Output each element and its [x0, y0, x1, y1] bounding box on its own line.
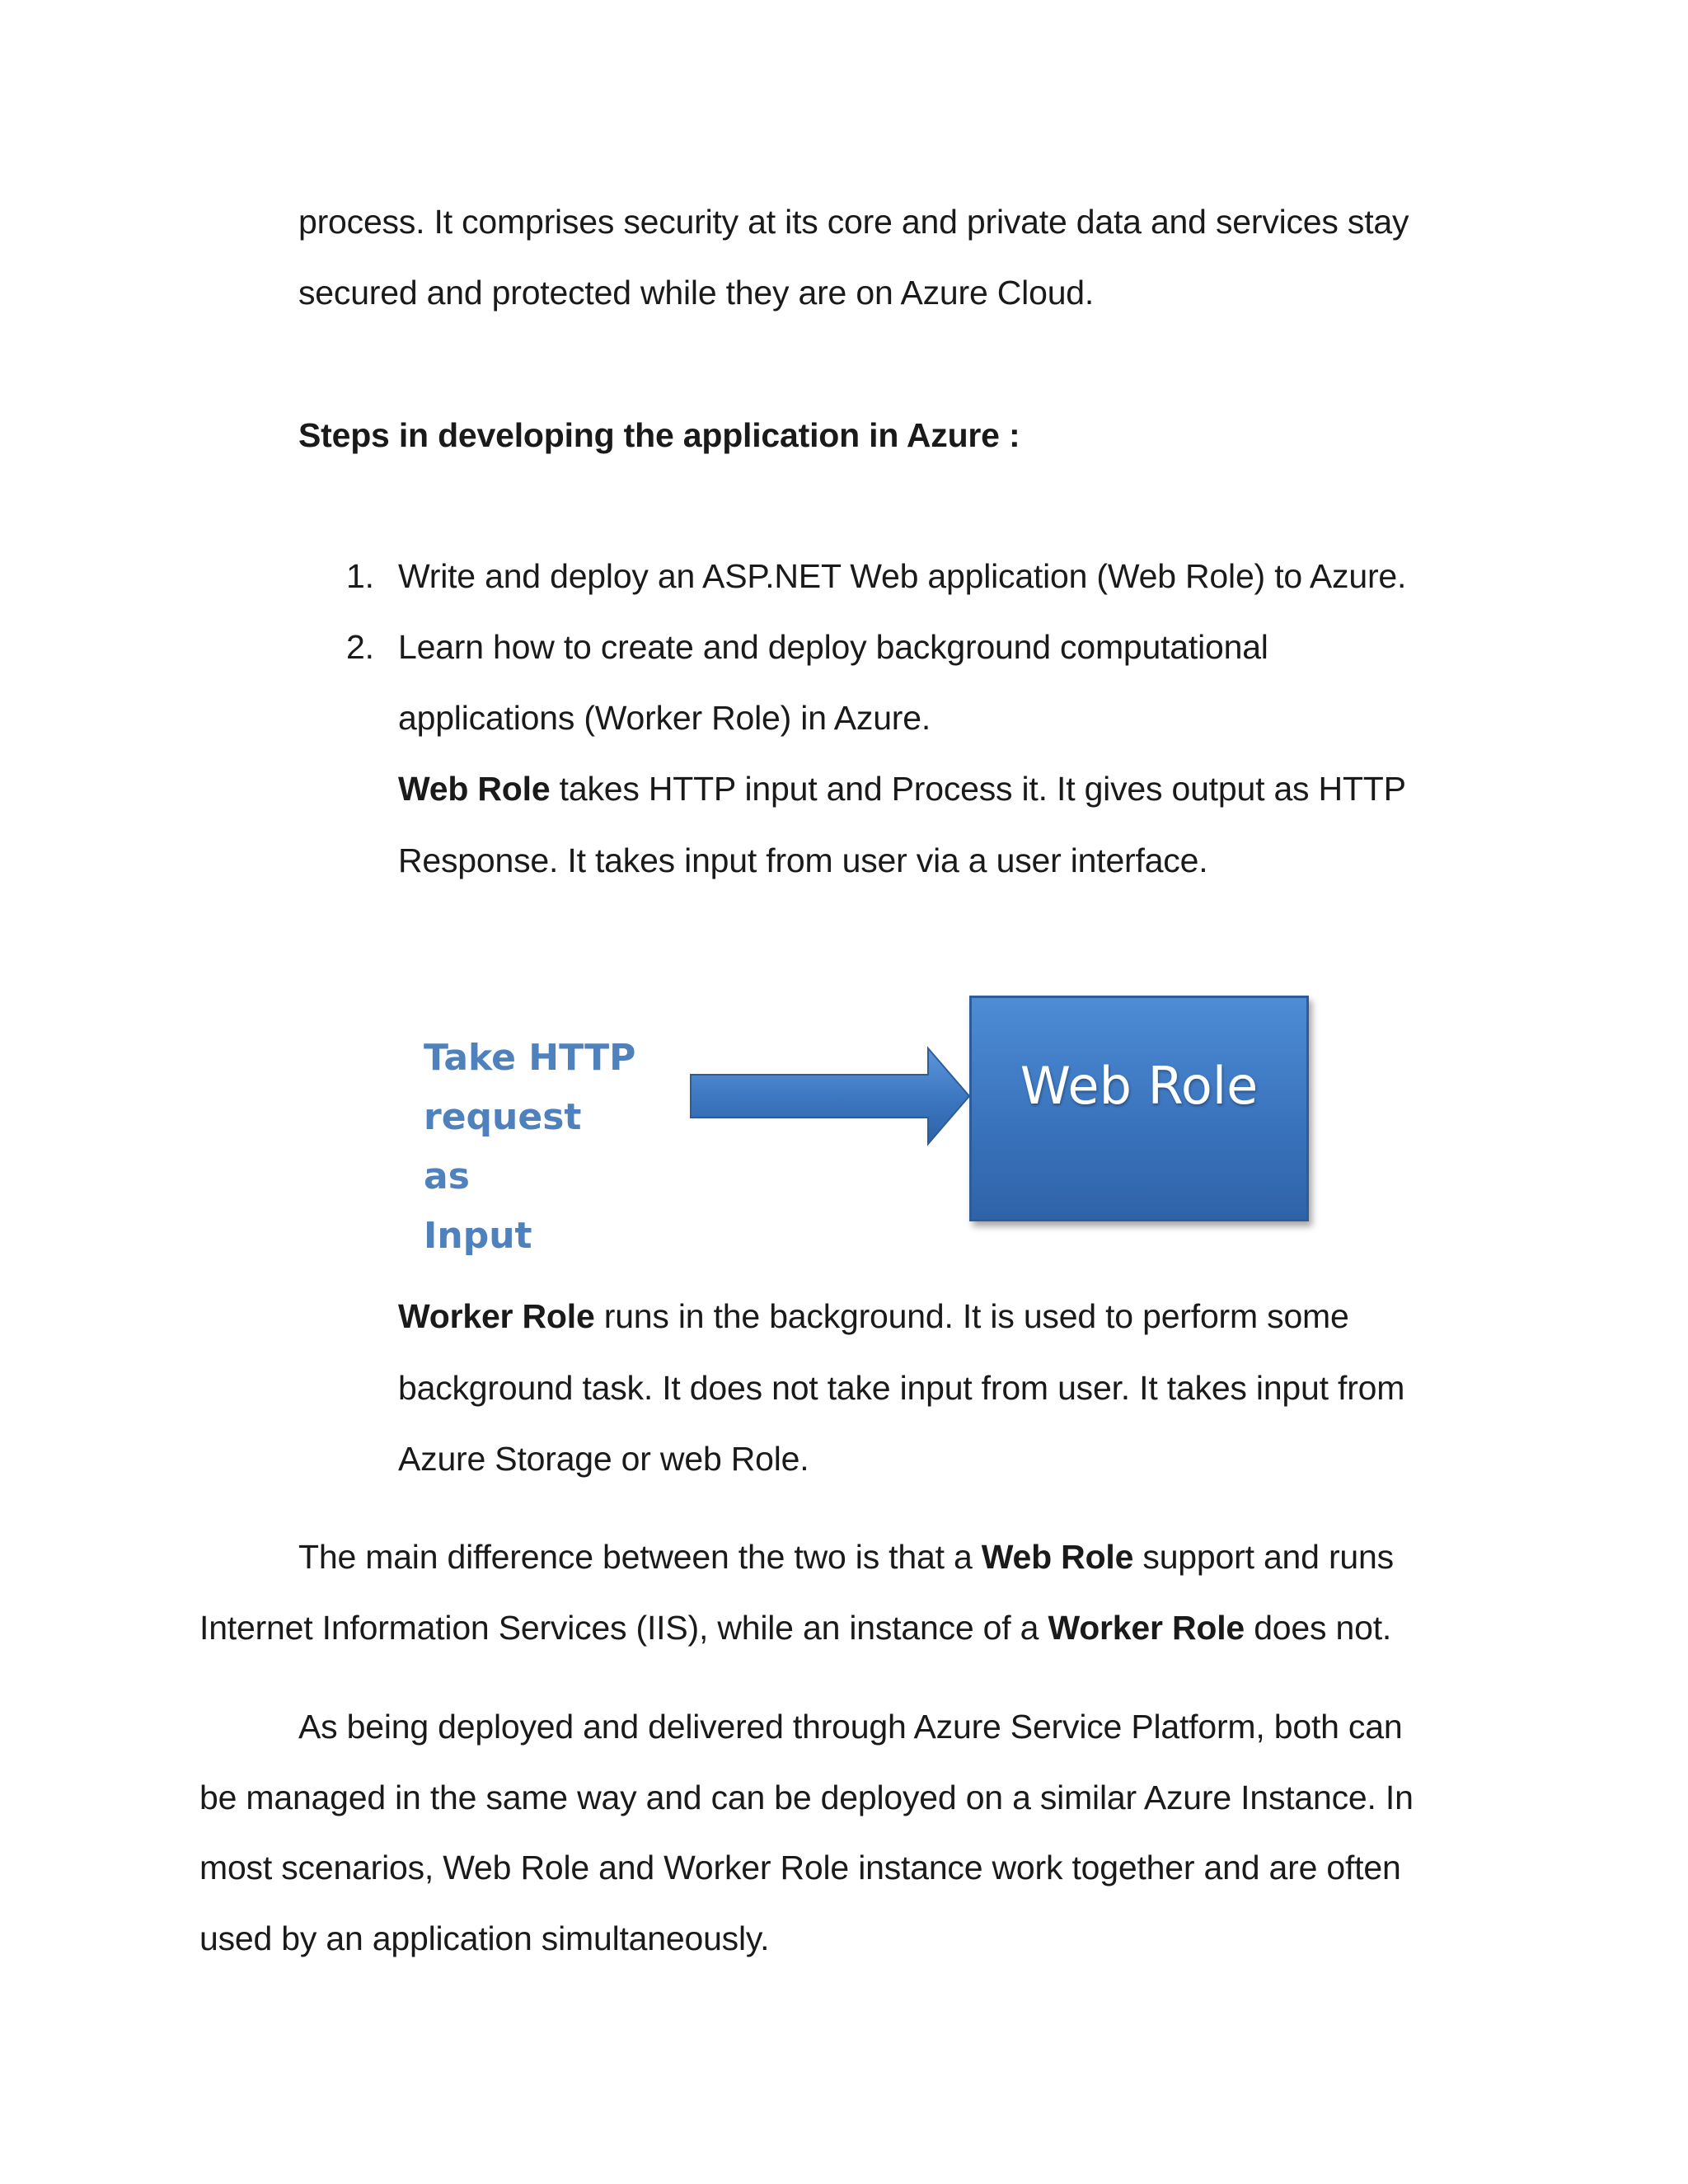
difference-line-1-b: support and runs: [1133, 1538, 1394, 1576]
list-item-1-number: 1.: [346, 557, 374, 595]
list-item-2-line-1: Learn how to create and deploy background computational: [398, 628, 1268, 666]
steps-heading: Steps in developing the application in Azure :: [298, 416, 1020, 454]
worker-role-bold: Worker Role: [398, 1297, 595, 1335]
intro-line-1: process. It comprises security at its core and private data and services stay: [298, 203, 1409, 241]
difference-worker-role-bold: Worker Role: [1048, 1609, 1245, 1647]
difference-line-2-a: Internet Information Services (IIS), while an instance of a: [199, 1609, 1048, 1647]
web-role-bold: Web Role: [398, 770, 551, 808]
worker-role-desc-line-3: Azure Storage or web Role.: [398, 1440, 809, 1478]
web-role-box: [969, 996, 1309, 1221]
intro-line-2: secured and protected while they are on Azure Cloud.: [298, 274, 1095, 312]
deploy-line-1: As being deployed and delivered through Azure Service Platform, both can: [298, 1708, 1403, 1746]
diagram-input-label-line-3: Input: [424, 1215, 532, 1257]
diagram-input-label: [424, 1029, 638, 1266]
web-role-desc-line-1: [398, 769, 1406, 809]
diagram-input-label-line-2: request as: [424, 1096, 582, 1197]
diagram-input-label-line-1: Take HTTP: [424, 1037, 636, 1079]
difference-line-1-a: The main difference between the two is that a: [298, 1538, 982, 1576]
list-item-2-line-2: applications (Worker Role) in Azure.: [398, 699, 931, 737]
web-role-box-label: Web Role: [1020, 1056, 1259, 1116]
deploy-line-3: most scenarios, Web Role and Worker Role instance work together and are often: [199, 1849, 1401, 1886]
worker-role-desc-rest: runs in the background. It is used to perform some: [594, 1297, 1349, 1335]
list-item-1-text: Write and deploy an ASP.NET Web application (Web Role) to Azure.: [398, 557, 1407, 595]
difference-line-2-b: does not.: [1245, 1609, 1392, 1647]
difference-line-1: [298, 1537, 1394, 1577]
difference-line-2: [199, 1608, 1391, 1648]
list-item-2-number: 2.: [346, 628, 374, 666]
deploy-line-4: used by an application simultaneously.: [199, 1919, 770, 1957]
web-role-desc-rest: takes HTTP input and Process it. It gives output as HTTP: [550, 770, 1406, 808]
right-arrow-icon: [689, 1045, 973, 1147]
worker-role-desc-line-1: [398, 1296, 1349, 1337]
deploy-line-2: be managed in the same way and can be deployed on a similar Azure Instance. In: [199, 1779, 1414, 1816]
difference-web-role-bold: Web Role: [981, 1538, 1134, 1576]
worker-role-desc-line-2: background task. It does not take input from user. It takes input from: [398, 1369, 1405, 1407]
web-role-desc-line-2: Response. It takes input from user via a user interface.: [398, 841, 1208, 879]
